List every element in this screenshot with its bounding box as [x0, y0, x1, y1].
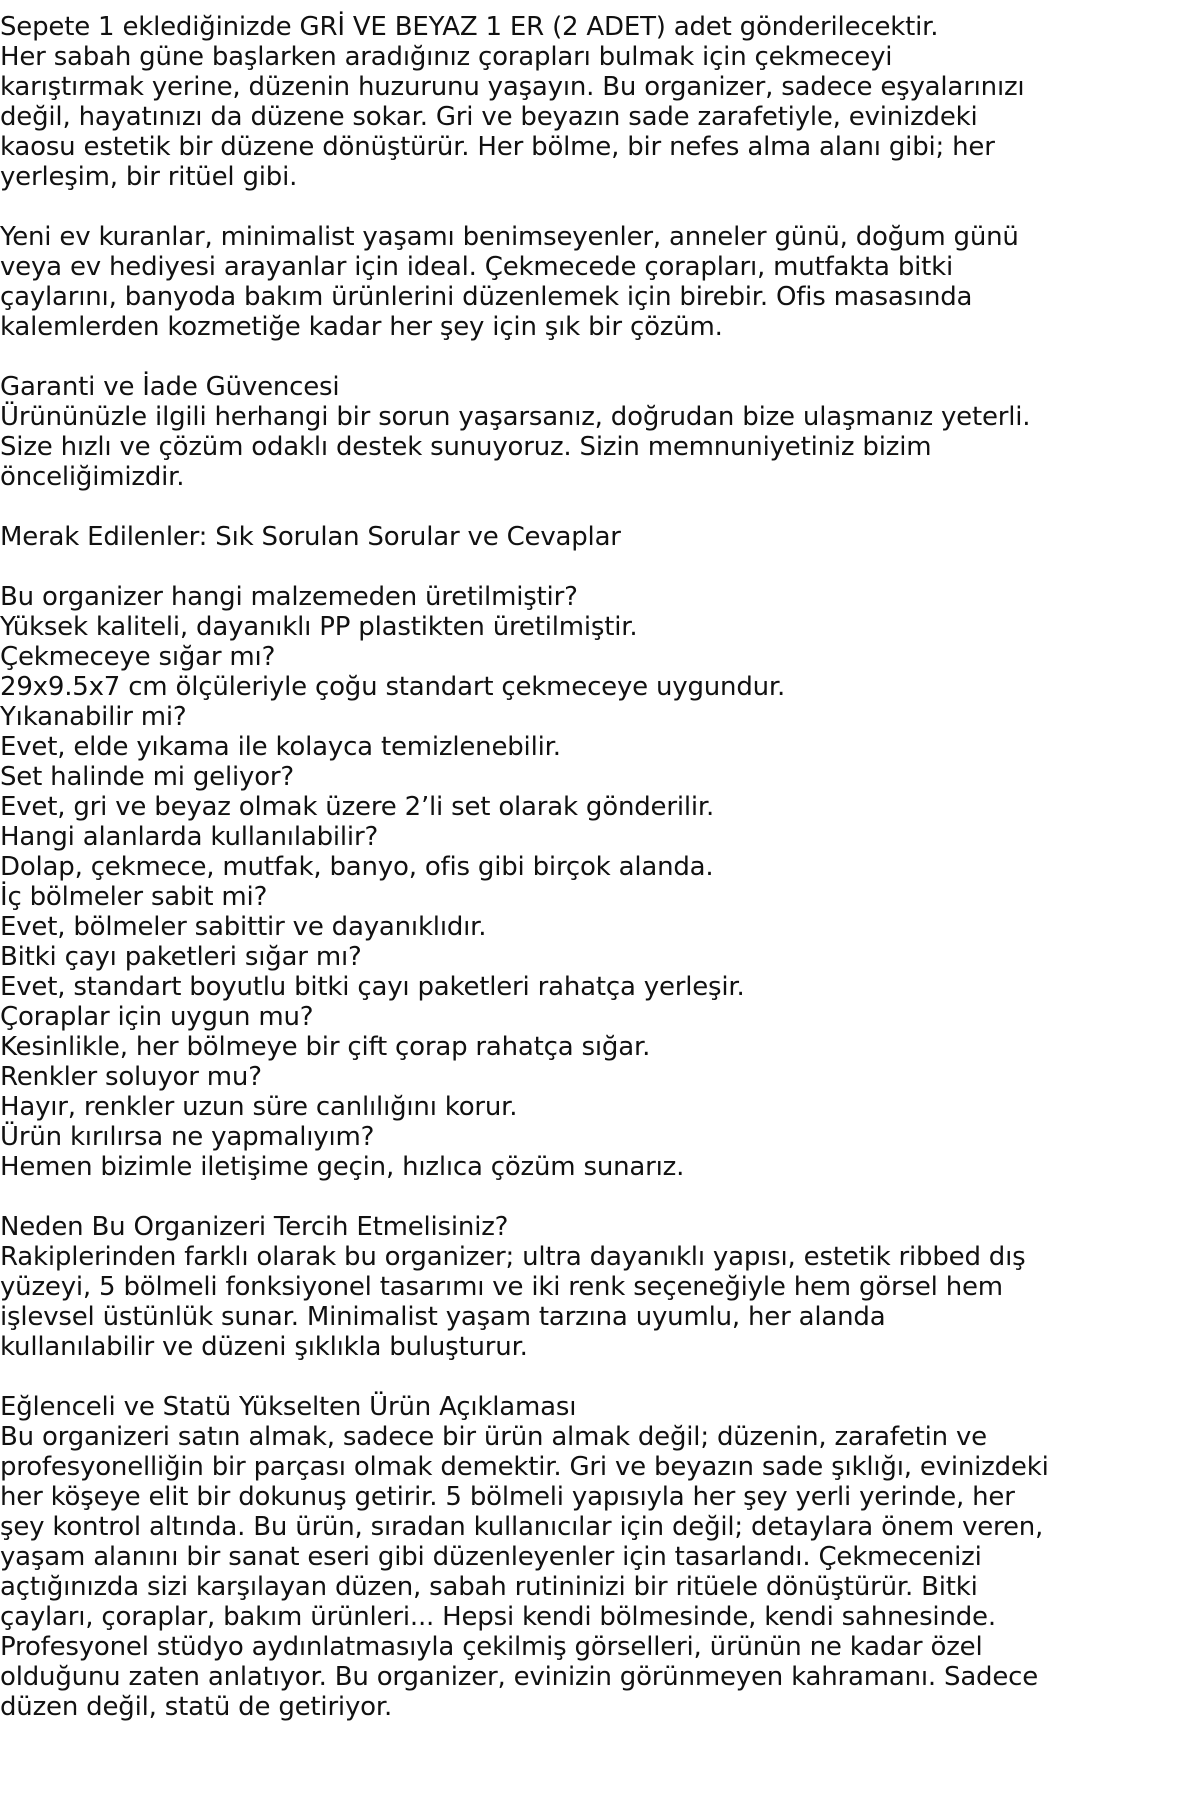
why-section: [0, 1212, 1200, 1362]
text-line: Bu organizeri satın almak, sadece bir ürün almak değil; düzenin, zarafetin ve: [0, 1422, 987, 1452]
faq-answer: Yüksek kaliteli, dayanıklı PP plastikten üretilmiştir.: [0, 612, 638, 642]
text-line: Her sabah güne başlarken aradığınız çorapları bulmak için çekmeceyi: [0, 42, 893, 72]
text-line: Rakiplerinden farklı olarak bu organizer; ultra dayanıklı yapısı, estetik ribbed dış: [0, 1242, 1026, 1272]
faq-question: Renkler soluyor mu?: [0, 1062, 262, 1092]
faq-question: Hangi alanlarda kullanılabilir?: [0, 822, 379, 852]
faq-answer: Hemen bizimle iletişime geçin, hızlıca çözüm sunarız.: [0, 1152, 685, 1182]
intro-paragraph: [0, 12, 1200, 192]
faq-question: Çekmeceye sığar mı?: [0, 642, 276, 672]
text-line: Profesyonel stüdyo aydınlatmasıyla çekilmiş görselleri, ürünün ne kadar özel: [0, 1632, 983, 1662]
text-line: değil, hayatınızı da düzene sokar. Gri ve beyazın sade zarafetiyle, evinizdeki: [0, 102, 978, 132]
spacer: [0, 342, 1200, 372]
faq-answer: Dolap, çekmece, mutfak, banyo, ofis gibi birçok alanda.: [0, 852, 714, 882]
spacer: [0, 552, 1200, 582]
audience-paragraph: [0, 222, 1200, 342]
text-line: Size hızlı ve çözüm odaklı destek sunuyoruz. Sizin memnuniyetiniz bizim: [0, 432, 932, 462]
faq-answer: Kesinlikle, her bölmeye bir çift çorap rahatça sığar.: [0, 1032, 651, 1062]
faq-question: Ürün kırılırsa ne yapmalıyım?: [0, 1122, 375, 1152]
spacer: [0, 1362, 1200, 1392]
text-line: yüzeyi, 5 bölmeli fonksiyonel tasarımı ve iki renk seçeneğiyle hem görsel hem: [0, 1272, 1003, 1302]
text-line: çayları, çoraplar, bakım ürünleri... Hepsi kendi bölmesinde, kendi sahnesinde.: [0, 1602, 996, 1632]
faq-answer: Evet, gri ve beyaz olmak üzere 2’li set olarak gönderilir.: [0, 792, 715, 822]
text-line: veya ev hediyesi arayanlar için ideal. Çekmecede çorapları, mutfakta bitki: [0, 252, 954, 282]
guarantee-title: Garanti ve İade Güvencesi: [0, 372, 340, 402]
status-section: [0, 1392, 1200, 1722]
faq-answer: Hayır, renkler uzun süre canlılığını korur.: [0, 1092, 518, 1122]
text-line: yerleşim, bir ritüel gibi.: [0, 162, 298, 192]
text-line: kullanılabilir ve düzeni şıklıkla buluşturur.: [0, 1332, 528, 1362]
text-line: Ürününüzle ilgili herhangi bir sorun yaşarsanız, doğrudan bize ulaşmanız yeterli.: [0, 402, 1031, 432]
text-line: her köşeye elit bir dokunuş getirir. 5 bölmeli yapısıyla her şey yerli yerinde, her: [0, 1482, 1015, 1512]
faq-question: İç bölmeler sabit mi?: [0, 882, 268, 912]
text-line: çaylarını, banyoda bakım ürünlerini düzenlemek için birebir. Ofis masasında: [0, 282, 973, 312]
why-title: Neden Bu Organizeri Tercih Etmelisiniz?: [0, 1212, 509, 1242]
spacer: [0, 492, 1200, 522]
text-line: şey kontrol altında. Bu ürün, sıradan kullanıcılar için değil; detaylara önem veren,: [0, 1512, 1044, 1542]
faq-question: Set halinde mi geliyor?: [0, 762, 295, 792]
text-line: profesyonelliğin bir parçası olmak demektir. Gri ve beyazın sade şıklığı, evinizdeki: [0, 1452, 1049, 1482]
status-title: Eğlenceli ve Statü Yükselten Ürün Açıklaması: [0, 1392, 577, 1422]
text-line: karıştırmak yerine, düzenin huzurunu yaşayın. Bu organizer, sadece eşyalarınızı: [0, 72, 1025, 102]
text-line: kaosu estetik bir düzene dönüştürür. Her bölme, bir nefes alma alanı gibi; her: [0, 132, 995, 162]
text-line: önceliğimizdir.: [0, 462, 185, 492]
text-line: yaşam alanını bir sanat eseri gibi düzenleyenler için tasarlandı. Çekmecenizi: [0, 1542, 982, 1572]
faq-question: Çoraplar için uygun mu?: [0, 1002, 314, 1032]
faq-question: Bu organizer hangi malzemeden üretilmiştir?: [0, 582, 578, 612]
faq-title: Merak Edilenler: Sık Sorulan Sorular ve Cevaplar: [0, 522, 621, 552]
faq-answer: 29x9.5x7 cm ölçüleriyle çoğu standart çekmeceye uygundur.: [0, 672, 786, 702]
text-line: düzen değil, statü de getiriyor.: [0, 1692, 393, 1722]
text-line: açtığınızda sizi karşılayan düzen, sabah rutininizi bir ritüele dönüştürür. Bitki: [0, 1572, 978, 1602]
text-line: Sepete 1 eklediğinizde GRİ VE BEYAZ 1 ER (2 ADET) adet gönderilecektir.: [0, 12, 939, 42]
text-line: olduğunu zaten anlatıyor. Bu organizer, evinizin görünmeyen kahramanı. Sadece: [0, 1662, 1039, 1692]
text-line: Yeni ev kuranlar, minimalist yaşamı benimseyenler, anneler günü, doğum günü: [0, 222, 1019, 252]
faq-question: Yıkanabilir mi?: [0, 702, 187, 732]
spacer: [0, 192, 1200, 222]
text-line: kalemlerden kozmetiğe kadar her şey için şık bir çözüm.: [0, 312, 723, 342]
guarantee-section: [0, 372, 1200, 492]
faq-answer: Evet, standart boyutlu bitki çayı paketleri rahatça yerleşir.: [0, 972, 745, 1002]
spacer: [0, 1182, 1200, 1212]
faq-answer: Evet, bölmeler sabittir ve dayanıklıdır.: [0, 912, 487, 942]
faq-answer: Evet, elde yıkama ile kolayca temizlenebilir.: [0, 732, 561, 762]
faq-question: Bitki çayı paketleri sığar mı?: [0, 942, 362, 972]
product-description: [0, 12, 1200, 1722]
text-line: işlevsel üstünlük sunar. Minimalist yaşam tarzına uyumlu, her alanda: [0, 1302, 886, 1332]
faq-section: [0, 522, 1200, 1182]
